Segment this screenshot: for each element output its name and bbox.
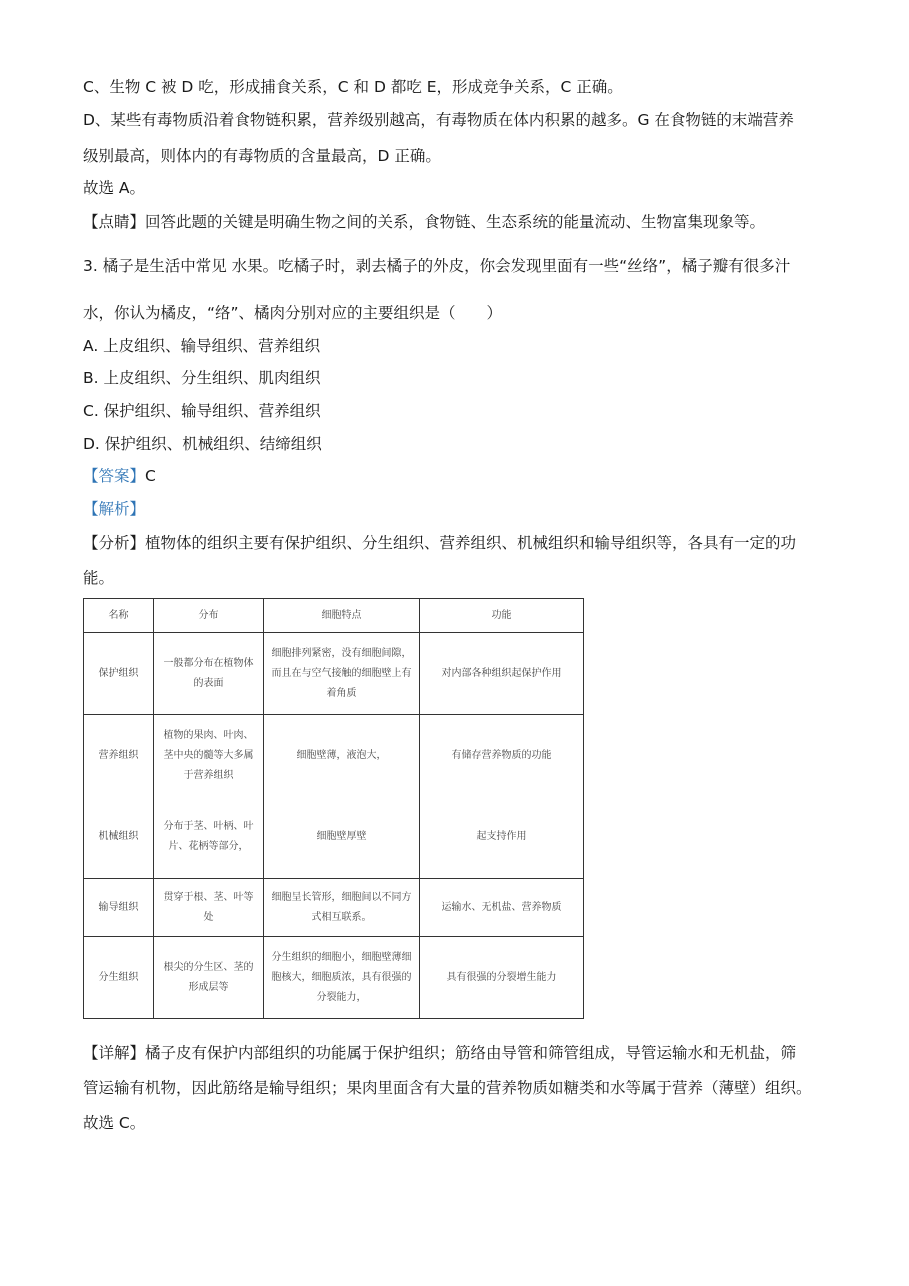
tissue-table [83,598,584,1019]
analysis-line: 能。 [83,569,115,587]
text-line: 级别最高，则体内的有毒物质的含量最高，D 正确。 [83,147,441,165]
answer-line [83,466,156,486]
table-cell: 输导组织 [84,879,154,937]
table-row [84,633,584,715]
text-line: C、生物 C 被 D 吃，形成捕食关系，C 和 D 都吃 E，形成竞争关系，C 正确。 [83,78,623,96]
table-row [84,797,584,879]
table-cell: 细胞壁厚壁 [264,797,420,879]
table-header-cell: 细胞特点 [264,599,420,633]
table-cell: 分生组织 [84,937,154,1019]
table-cell: 具有很强的分裂增生能力 [420,937,584,1019]
detail-line: 故选 C。 [83,1114,146,1132]
table-cell: 分生组织的细胞小，细胞壁薄细胞核大，细胞质浓，具有很强的分裂能力， [264,937,420,1019]
table-row [84,879,584,937]
option-a: A. 上皮组织、输导组织、营养组织 [83,337,321,355]
table-cell: 植物的果肉、叶肉、茎中央的髓等大多属于营养组织 [154,715,264,797]
option-c: C. 保护组织、输导组织、营养组织 [83,402,321,420]
table-cell: 对内部各种组织起保护作用 [420,633,584,715]
table-cell: 机械组织 [84,797,154,879]
table-row [84,937,584,1019]
table-cell: 营养组织 [84,715,154,797]
table-cell: 根尖的分生区、茎的形成层等 [154,937,264,1019]
option-b: B. 上皮组织、分生组织、肌肉组织 [83,369,321,387]
analysis-line: 【分析】植物体的组织主要有保护组织、分生组织、营养组织、机械组织和输导组织等，各具有一定的功 [83,534,797,552]
table-header-cell: 名称 [84,599,154,633]
detail-line: 【详解】橘子皮有保护内部组织的功能属于保护组织；筋络由导管和筛管组成，导管运输水和无机盐，筛 [83,1044,797,1062]
answer-label: 【答案】 [83,467,146,485]
table-header-cell: 分布 [154,599,264,633]
question-stem: 水，你认为橘皮，“络”、橘肉分别对应的主要组织是（ ） [83,304,503,322]
detail-line: 管运输有机物，因此筋络是输导组织；果肉里面含有大量的营养物质如糖类和水等属于营养（薄壁）组织。 [83,1079,812,1097]
table-header-row [84,599,584,633]
note-line: 【点睛】回答此题的关键是明确生物之间的关系，食物链、生态系统的能量流动、生物富集现象等。 [83,213,766,231]
table-cell: 有储存营养物质的功能 [420,715,584,797]
answer-value: C [145,467,156,485]
table-cell: 细胞排列紧密，没有细胞间隙，而且在与空气接触的细胞壁上有着角质 [264,633,420,715]
table-header-cell: 功能 [420,599,584,633]
text-line: 故选 A。 [83,179,146,197]
table-cell: 细胞壁薄，液泡大， [264,715,420,797]
option-d: D. 保护组织、机械组织、结缔组织 [83,435,322,453]
table-cell: 保护组织 [84,633,154,715]
text-line: D、某些有毒物质沿着食物链积累，营养级别越高，有毒物质在体内积累的越多。G 在食物链的末端营养 [83,111,794,129]
question-stem: 3. 橘子是生活中常见 水果。吃橘子时，剥去橘子的外皮，你会发现里面有一些“丝络”，橘子瓣有很多汁 [83,257,791,275]
table-cell: 分布于茎、叶柄、叶片、花柄等部分， [154,797,264,879]
table-cell: 细胞呈长管形，细胞间以不同方式相互联系。 [264,879,420,937]
table-cell: 贯穿于根、茎、叶等处 [154,879,264,937]
analysis-label: 【解析】 [83,500,146,518]
table-cell: 一般都分布在植物体的表面 [154,633,264,715]
table-cell: 起支持作用 [420,797,584,879]
table-cell: 运输水、无机盐、营养物质 [420,879,584,937]
table-row [84,715,584,797]
